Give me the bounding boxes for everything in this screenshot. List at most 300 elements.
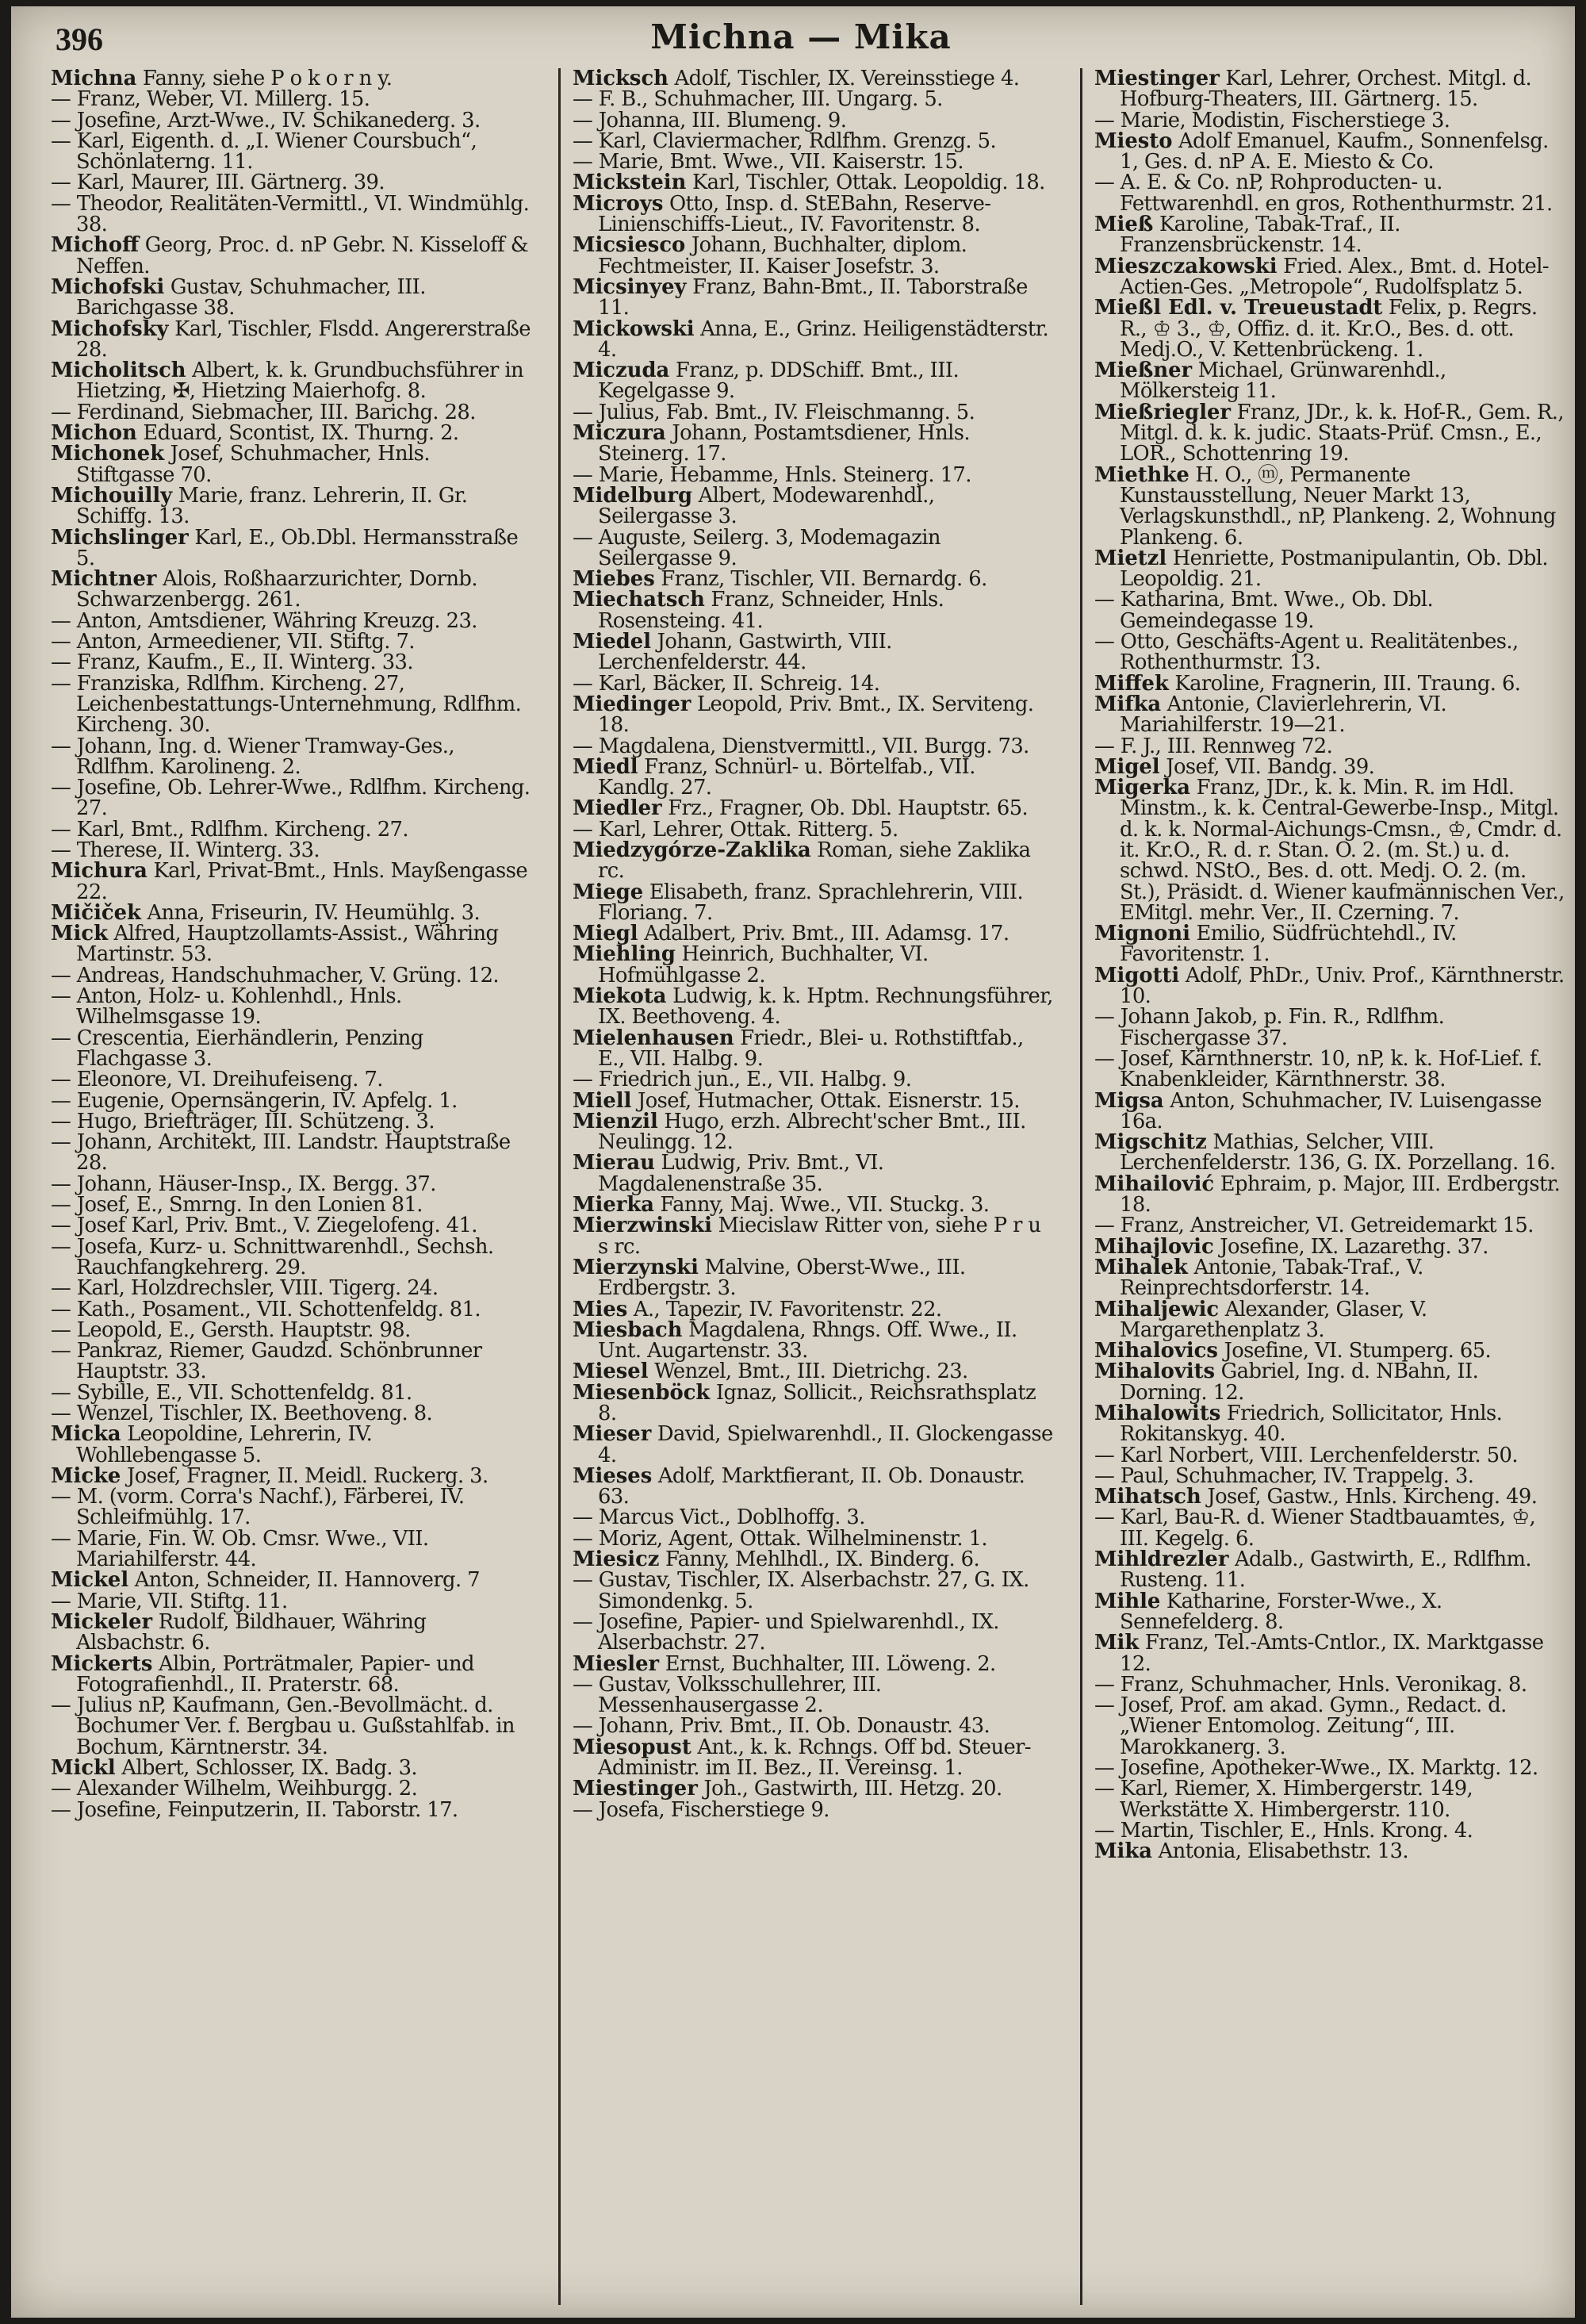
entry-text: — Marie, VII. Stiftg. 11.	[51, 1589, 288, 1613]
directory-entry	[1094, 736, 1570, 757]
page-header	[56, 17, 1546, 73]
entry-surname: Miesel	[573, 1360, 649, 1384]
entry-surname: Micka	[51, 1422, 121, 1447]
directory-entry	[51, 1174, 533, 1195]
directory-entry	[573, 1215, 1055, 1257]
entry-surname: Michofski	[51, 274, 165, 299]
entry-text: Josef, Gastw., Hnls. Kircheng. 49.	[1201, 1485, 1538, 1509]
entry-text: Franz, Tischler, VII. Bernardg. 6.	[654, 567, 987, 592]
directory-entry	[1094, 777, 1570, 923]
entry-text: — Pankraz, Riemer, Gaudzd. Schönbrunner Hauptstr. 33.	[51, 1339, 482, 1384]
entry-surname: Mießriegler	[1094, 400, 1232, 424]
directory-entry	[51, 1756, 533, 1781]
entry-text: — Josef Karl, Priv. Bmt., V. Ziegelofeng. 41.	[51, 1214, 477, 1238]
page-number: 396	[56, 21, 103, 57]
entry-surname: Mihatsch	[1094, 1485, 1201, 1509]
entry-surname: Miethke	[1094, 462, 1190, 487]
entry-text: Josef, Fragner, II. Meidl. Ruckerg. 3.	[121, 1463, 488, 1488]
directory-entry	[51, 274, 533, 320]
directory-entry	[1094, 402, 1570, 465]
entry-surname: Michonek	[51, 442, 165, 466]
entry-text: Fanny, siehe P o k o r n y.	[136, 68, 393, 90]
entry-text: — Josef, E., Smrng. In den Lonien 81.	[51, 1193, 423, 1218]
entry-surname: Mießl Edl. v. Treueustadt	[1094, 296, 1383, 320]
directory-entry	[51, 316, 533, 362]
entry-text: Gustav, Schuhmacher, III. Barichgasse 38.	[76, 274, 426, 320]
directory-entry	[51, 1340, 533, 1383]
entry-text: — Alexander Wilhelm, Weihburgg. 2.	[51, 1777, 418, 1801]
entry-text: Albert, k. k. Grundbuchsführer in Hietzing, ✠, Hietzing Maierhofg. 8.	[76, 359, 524, 404]
entry-text: — Franz, Schuhmacher, Hnls. Veronikag. 8.	[1094, 1672, 1527, 1697]
directory-entry	[573, 1088, 1055, 1113]
entry-text: Karoline, Tabak-Traf., II. Franzensbrückenstr. 14.	[1120, 213, 1400, 258]
directory-entry	[573, 191, 1055, 237]
entry-text: Josef, VII. Bandg. 39.	[1159, 754, 1375, 779]
entry-text: Karoline, Fragnerin, III. Traung. 6.	[1168, 671, 1521, 696]
entry-surname: Migotti	[1094, 963, 1180, 988]
directory-entry	[1094, 68, 1570, 110]
entry-text: — Anton, Armeediener, VII. Stiftg. 7.	[51, 630, 415, 654]
directory-entry	[573, 316, 1055, 362]
entry-text: — Anton, Holz- u. Kohlenhdl., Hnls. Wilhelmsgasse 19.	[51, 984, 402, 1030]
entry-surname: Mickeler	[51, 1609, 153, 1634]
directory-entry	[1094, 1591, 1570, 1633]
directory-entry	[573, 1424, 1055, 1466]
entry-surname: Mießner	[1094, 359, 1193, 383]
entry-text: — Marie, Fin. W. Ob. Cmsr. Wwe., VII. Mariahilferstr. 44.	[51, 1526, 429, 1572]
entry-text: Anton, Schneider, II. Hannoverg. 7	[128, 1568, 480, 1593]
entry-text: Henriette, Postmanipulantin, Ob. Dbl. Leopoldig. 21.	[1120, 546, 1549, 592]
directory-entry	[51, 1111, 533, 1132]
entry-text: Leopoldine, Lehrerin, IV. Wohllebengasse 5.	[76, 1422, 373, 1467]
directory-entry	[573, 1714, 1055, 1739]
entry-text: — Josef, Kärnthnerstr. 10, nP, k. k. Hof-Lief. f. Knabenkleider, Kärnthnerstr. 38.	[1094, 1046, 1542, 1092]
entry-text: — Johann Jakob, p. Fin. R., Rdlfhm. Fischergasse 37.	[1094, 1005, 1445, 1050]
entry-text: Adolf, Marktfierant, II. Ob. Donaustr. 63.	[598, 1463, 1025, 1509]
directory-entry	[573, 1570, 1055, 1612]
entry-text: — Karl, Lehrer, Ottak. Ritterg. 5.	[573, 817, 898, 842]
entry-text: — Johann, Häuser-Insp., IX. Bergg. 37.	[51, 1172, 436, 1196]
entry-text: — Karl, Riemer, X. Himbergerstr. 149, Werkstätte X. Himbergerstr. 110.	[1094, 1777, 1473, 1822]
entry-surname: Michouilly	[51, 483, 173, 508]
directory-entry	[1094, 694, 1570, 736]
directory-entry	[1094, 1361, 1570, 1403]
directory-entry	[51, 68, 533, 89]
directory-entry	[51, 1591, 533, 1612]
entry-surname: Micsiesco	[573, 233, 686, 258]
entry-text: Frz., Fragner, Ob. Dbl. Hauptstr. 65.	[661, 796, 1029, 821]
entry-text: Roman, siehe Zaklika rc.	[598, 838, 1031, 884]
entry-surname: Mihaljewic	[1094, 1297, 1220, 1321]
directory-entry	[573, 462, 1055, 487]
directory-entry	[51, 900, 533, 925]
directory-entry	[1094, 754, 1570, 779]
entry-text: Alexander, Glaser, V. Margarethenplatz 3.	[1120, 1297, 1427, 1342]
entry-surname: Mickl	[51, 1756, 116, 1781]
entry-text: — Leopold, E., Gersth. Hauptstr. 98.	[51, 1317, 411, 1342]
directory-entry	[573, 754, 1055, 800]
entry-text: Franz, Schnürl- u. Börtelfab., VII. Kandlg. 27.	[598, 754, 975, 800]
directory-entry	[573, 1549, 1055, 1570]
column-1	[51, 68, 533, 2305]
directory-entry	[1094, 673, 1570, 694]
directory-entry	[1094, 1174, 1570, 1216]
entry-text: Otto, Insp. d. StEBahn, Reserve-Linienschiffs-Lieut., IV. Favoritenstr. 8.	[598, 191, 991, 237]
entry-text: Miecislaw Ritter von, siehe P r u s rc.	[598, 1214, 1041, 1259]
directory-entry	[51, 1609, 533, 1655]
entry-text: Joh., Gastwirth, III. Hetzg. 20.	[697, 1777, 1002, 1801]
entry-text: — Karl, Bäcker, II. Schreig. 14.	[573, 671, 880, 696]
directory-entry	[51, 402, 533, 423]
entry-surname: Miesenböck	[573, 1380, 711, 1405]
entry-text: Ludwig, k. k. Hptm. Rechnungsführer, IX. Beethoveng. 4.	[598, 984, 1053, 1030]
entry-text: Adalbert, Priv. Bmt., III. Adamsg. 17.	[638, 922, 1009, 946]
entry-text: Eduard, Scontist, IX. Thurng. 2.	[136, 421, 459, 446]
directory-entry	[51, 986, 533, 1028]
entry-surname: Miedinger	[573, 692, 691, 716]
directory-entry	[573, 673, 1055, 694]
entry-text: — Crescentia, Eierhändlerin, Penzing Flachgasse 3.	[51, 1026, 423, 1071]
entry-surname: Mihalowits	[1094, 1402, 1221, 1425]
directory-entry	[1094, 1632, 1570, 1674]
directory-entry	[1094, 631, 1570, 673]
running-head: Michna — Mika	[650, 17, 952, 56]
directory-entry	[51, 110, 533, 131]
entry-surname: Miebes	[573, 567, 655, 592]
entry-surname: Migerka	[1094, 776, 1190, 800]
entry-text: — Hugo, Briefträger, III. Schützeng. 3.	[51, 1109, 435, 1133]
entry-text: Wenzel, Bmt., III. Dietrichg. 23.	[648, 1360, 968, 1384]
entry-text: Ant., k. k. Rchngs. Off bd. Steuer-Administr. im II. Bez., II. Vereinsg. 1.	[598, 1735, 1031, 1781]
entry-text: Felix, p. Regrs. R., ♔ 3., ♔, Offiz. d. it. Kr.O., Bes. d. ott. Medj.O., V. Kettenbrückeng. 1.	[1120, 296, 1538, 362]
entry-text: Emilio, Südfrüchtehdl., IV. Favoritenstr. 1.	[1120, 922, 1457, 967]
entry-surname: Migel	[1094, 754, 1160, 779]
directory-entry	[573, 274, 1055, 320]
column-3	[1094, 68, 1570, 2305]
entry-text: Franz, Schneider, Hnls. Rosensteing. 41.	[598, 588, 944, 633]
entry-surname: Migschitz	[1094, 1130, 1207, 1155]
directory-entry	[51, 1028, 533, 1070]
directory-entry	[573, 1651, 1055, 1676]
directory-entry	[573, 840, 1055, 882]
entry-text: Johann, Postamtsdiener, Hnls. Steinerg. 17.	[598, 421, 970, 466]
directory-entry	[573, 1299, 1055, 1320]
directory-entry	[573, 1028, 1055, 1070]
entry-surname: Miell	[573, 1088, 632, 1113]
entry-surname: Mihalovics	[1094, 1339, 1218, 1363]
directory-entry	[51, 527, 533, 569]
directory-entry	[51, 1299, 533, 1320]
directory-entry	[51, 235, 533, 277]
entry-text: David, Spielwarenhdl., II. Glockengasse 4.	[598, 1422, 1053, 1467]
entry-text: — Paul, Schuhmacher, IV. Trappelg. 3.	[1094, 1463, 1474, 1488]
directory-entry	[573, 1361, 1055, 1382]
directory-entry	[1094, 589, 1570, 631]
entry-surname: Michofsky	[51, 316, 169, 341]
directory-entry	[51, 1403, 533, 1424]
directory-entry	[573, 1069, 1055, 1090]
entry-text: Albert, Schlosser, IX. Badg. 3.	[115, 1756, 417, 1781]
entry-text: — Moriz, Agent, Ottak. Wilhelminenstr. 1.	[573, 1526, 988, 1551]
entry-text: — Kath., Posament., VII. Schottenfeldg. 81.	[51, 1297, 481, 1321]
entry-surname: Miedzygórze-Zaklika	[573, 838, 811, 862]
entry-surname: Michna	[51, 68, 137, 90]
entry-text: — Josefine, Feinputzerin, II. Taborstr. 17.	[51, 1797, 458, 1822]
directory-entry	[51, 1424, 533, 1466]
directory-page	[11, 6, 1575, 2318]
entry-text: — Anton, Amtsdiener, Währing Kreuzg. 23.	[51, 608, 477, 633]
entry-text: — Josefa, Fischerstiege 9.	[573, 1797, 829, 1822]
directory-entry	[1094, 1132, 1570, 1174]
entry-text: Magdalena, Rhngs. Off. Wwe., II. Unt. Augartenstr. 33.	[598, 1317, 1017, 1363]
entry-surname: Miedl	[573, 754, 638, 779]
directory-entry	[51, 1528, 533, 1570]
directory-entry	[1094, 110, 1570, 131]
entry-surname: Mick	[51, 922, 108, 946]
entry-surname: Miffek	[1094, 671, 1169, 696]
directory-entry	[51, 1486, 533, 1528]
entry-surname: Miczura	[573, 421, 666, 446]
directory-entry	[51, 1568, 533, 1593]
entry-text: — Karl, Maurer, III. Gärtnerg. 39.	[51, 171, 385, 195]
entry-text: — F. B., Schuhmacher, III. Ungarg. 5.	[573, 87, 943, 112]
entry-surname: Mieszczakowski	[1094, 254, 1278, 278]
directory-entry	[51, 1463, 533, 1488]
entry-surname: Mičiček	[51, 900, 141, 925]
directory-entry	[1094, 1549, 1570, 1591]
directory-entry	[51, 128, 533, 174]
entry-surname: Michon	[51, 421, 137, 446]
directory-entry	[51, 1234, 533, 1279]
entry-surname: Micke	[51, 1463, 121, 1488]
entry-surname: Mieses	[573, 1463, 653, 1488]
directory-entry	[51, 1069, 533, 1090]
entry-text: — A. E. & Co. nP, Rohproducten- u. Fettwarenhdl. en gros, Rothenthurmstr. 21.	[1094, 171, 1553, 216]
entry-text: Leopold, Priv. Bmt., IX. Serviteng. 18.	[598, 692, 1034, 738]
directory-entry	[573, 485, 1055, 527]
entry-text: Antonia, Elisabethstr. 13.	[1151, 1839, 1408, 1864]
directory-entry	[573, 1463, 1055, 1509]
directory-entry	[51, 840, 533, 861]
entry-surname: Mihajlovic	[1094, 1234, 1214, 1259]
entry-text: — Josefine, Arzt-Wwe., IV. Schikanederg. 3.	[51, 108, 481, 132]
entry-surname: Miege	[573, 880, 644, 904]
directory-entry	[573, 986, 1055, 1028]
entry-text: Friedr., Blei- u. Rothstiftfab., E., VII. Halbg. 9.	[598, 1026, 1024, 1071]
entry-text: Josefine, IX. Lazarethg. 37.	[1213, 1234, 1488, 1259]
directory-entry	[1094, 1340, 1570, 1361]
directory-entry	[1094, 1756, 1570, 1781]
entry-surname: Mihalek	[1094, 1255, 1188, 1279]
entry-text: — Franz, Weber, VI. Millerg. 15.	[51, 87, 370, 112]
entry-text: — Josefine, Apotheker-Wwe., IX. Marktg. 12.	[1094, 1756, 1538, 1781]
entry-text: — Eugenie, Opernsängerin, IV. Apfelg. 1.	[51, 1088, 458, 1113]
entry-surname: Mierzwinski	[573, 1214, 712, 1238]
directory-entry	[573, 235, 1055, 277]
directory-entry	[573, 923, 1055, 944]
directory-entry	[51, 360, 533, 402]
directory-entry	[51, 1695, 533, 1758]
directory-entry	[51, 1380, 533, 1405]
entry-text: Heinrich, Buchhalter, VI. Hofmühlgasse 2.	[598, 942, 929, 988]
directory-entry	[51, 652, 533, 673]
entry-text: Karl, Privat-Bmt., Hnls. Mayßengasse 22.	[76, 859, 528, 904]
entry-surname: Miestinger	[1094, 68, 1220, 90]
directory-entry	[573, 527, 1055, 569]
entry-text: H. O., ⓜ, Permanente Kunstausstellung, Neuer Markt 13, Verlagskunsthdl., nP, Plankeng. 2, Wohnung Plankeng. 6.	[1120, 462, 1556, 550]
entry-surname: Mienzil	[573, 1109, 658, 1133]
entry-text: — Sybille, E., VII. Schottenfeldg. 81.	[51, 1380, 412, 1405]
entry-surname: Mietzl	[1094, 546, 1167, 570]
entry-text: — Julius nP, Kaufmann, Gen.-Bevollmächt. d. Bochumer Ver. f. Bergbau u. Gußstahlfab. in Bochum, Kärntnerstr. 34.	[51, 1693, 515, 1759]
entry-text: Ignaz, Sollicit., Reichsrathsplatz 8.	[598, 1380, 1036, 1425]
entry-surname: Mieser	[573, 1422, 652, 1447]
entry-text: — Josef, Prof. am akad. Gymn., Redact. d. „Wiener Entomolog. Zeitung“, III. Marokkanerg. 3.	[1094, 1693, 1507, 1759]
entry-text: — Franz, Kaufm., E., II. Winterg. 33.	[51, 650, 413, 675]
entry-surname: Micksch	[573, 68, 668, 90]
entry-text: — Johann, Priv. Bmt., II. Ob. Donaustr. 43.	[573, 1714, 990, 1739]
directory-entry	[51, 1193, 533, 1218]
directory-entry	[51, 421, 533, 446]
entry-surname: Mickowski	[573, 316, 695, 341]
directory-entry	[573, 736, 1055, 757]
directory-entry	[51, 569, 533, 611]
columns	[43, 68, 1565, 2305]
entry-text: — Magdalena, Dienstvermittl., VII. Burgg. 73.	[573, 734, 1029, 758]
entry-text: — Marie, Modistin, Fischerstiege 3.	[1094, 108, 1450, 132]
entry-text: Gabriel, Ing. d. NBahn, II. Dorning. 12.	[1120, 1360, 1479, 1405]
directory-entry	[1094, 256, 1570, 298]
entry-surname: Mifka	[1094, 692, 1162, 716]
directory-entry	[573, 1528, 1055, 1549]
directory-entry	[573, 110, 1055, 131]
directory-entry	[573, 1507, 1055, 1528]
directory-entry	[573, 798, 1055, 819]
entry-text: — Marie, Bmt. Wwe., VII. Kaiserstr. 15.	[573, 150, 963, 174]
entry-text: — Karl Norbert, VIII. Lerchenfelderstr. 50.	[1094, 1443, 1518, 1467]
entry-text: Karl, Tischler, Flsdd. Angererstraße 28.	[76, 316, 531, 362]
directory-entry	[573, 1737, 1055, 1779]
entry-text: — Marcus Vict., Doblhoffg. 3.	[573, 1505, 865, 1530]
entry-text: Adalb., Gastwirth, E., Rdlfhm. Rusteng. 11.	[1120, 1547, 1531, 1593]
entry-surname: Miedel	[573, 630, 652, 654]
directory-entry	[1094, 1088, 1570, 1133]
directory-entry	[51, 87, 533, 112]
entry-text: Antonie, Clavierlehrerin, VI. Mariahilferstr. 19—21.	[1120, 692, 1447, 738]
entry-text: Michael, Grünwarenhdl., Mölkersteig 11.	[1120, 359, 1446, 404]
entry-text: A., Tapezir, IV. Favoritenstr. 22.	[627, 1297, 942, 1321]
entry-text: Karl, E., Ob.Dbl. Hermansstraße 5.	[76, 525, 519, 570]
entry-text: Elisabeth, franz. Sprachlehrerin, VIII. Floriang. 7.	[598, 880, 1024, 925]
entry-surname: Mierau	[573, 1151, 655, 1175]
entry-text: Rudolf, Bildhauer, Währing Alsbachstr. 6.	[76, 1609, 427, 1655]
entry-text: Fanny, Mehlhdl., IX. Binderg. 6.	[659, 1547, 980, 1572]
directory-entry	[1094, 128, 1570, 174]
directory-entry	[573, 589, 1055, 631]
directory-entry	[1094, 297, 1570, 360]
directory-entry	[1094, 1445, 1570, 1466]
directory-entry	[1094, 1674, 1570, 1695]
directory-entry	[573, 402, 1055, 423]
entry-text: — Karl, Bau-R. d. Wiener Stadtbauamtes, ♔, III. Kegelg. 6.	[1094, 1505, 1536, 1551]
entry-text: — Otto, Geschäfts-Agent u. Realitätenbes., Rothenthurmstr. 13.	[1094, 630, 1519, 675]
entry-surname: Mickel	[51, 1568, 129, 1593]
directory-entry	[51, 777, 533, 819]
directory-entry	[1094, 1486, 1570, 1507]
entry-text: Alfred, Hauptzollamts-Assist., Währing Martinstr. 53.	[76, 922, 499, 967]
directory-entry	[1094, 1820, 1570, 1841]
directory-entry	[573, 172, 1055, 193]
directory-entry	[573, 360, 1055, 402]
directory-entry	[51, 191, 533, 237]
entry-text: Anton, Schuhmacher, IV. Luisengasse 16a.	[1120, 1088, 1542, 1133]
directory-entry	[1094, 1299, 1570, 1341]
directory-entry	[1094, 1403, 1570, 1445]
directory-entry	[51, 736, 533, 778]
entry-text: Franz, Bahn-Bmt., II. Taborstraße 11.	[598, 274, 1028, 320]
entry-text: Albin, Porträtmaler, Papier- und Fotografienhdl., II. Praterstr. 68.	[76, 1651, 474, 1697]
entry-text: Anna, E., Grinz. Heiligenstädterstr. 4.	[598, 316, 1049, 362]
entry-text: — Josefine, Papier- und Spielwarenhdl., IX. Alserbachstr. 27.	[573, 1609, 999, 1655]
directory-entry	[1094, 1695, 1570, 1758]
directory-entry	[573, 128, 1055, 153]
directory-entry	[51, 1317, 533, 1342]
directory-entry	[573, 1380, 1055, 1425]
entry-surname: Mihldrezler	[1094, 1547, 1229, 1572]
entry-surname: Michura	[51, 859, 147, 884]
entry-surname: Mieß	[1094, 213, 1154, 237]
entry-text: — Katharina, Bmt. Wwe., Ob. Dbl. Gemeindegasse 19.	[1094, 588, 1434, 633]
entry-text: Albert, Modewarenhdl., Seilergasse 3.	[598, 483, 935, 529]
directory-entry	[573, 944, 1055, 986]
directory-entry	[51, 485, 533, 527]
entry-surname: Miczuda	[573, 359, 670, 383]
entry-text: Franz, JDr., k. k. Hof-R., Gem. R., Mitgl. d. k. k. judic. Staats-Prüf. Cmsn., E., LOR., Schottenring 19.	[1120, 400, 1564, 466]
entry-surname: Micholitsch	[51, 359, 186, 383]
directory-entry	[51, 673, 533, 736]
entry-text: — Marie, Hebamme, Hnls. Steinerg. 17.	[573, 462, 971, 487]
directory-entry	[51, 1778, 533, 1799]
entry-surname: Mihle	[1094, 1589, 1161, 1613]
directory-entry	[1094, 548, 1570, 590]
directory-entry	[573, 1152, 1055, 1195]
directory-entry	[573, 631, 1055, 673]
directory-entry	[573, 1317, 1055, 1363]
entry-surname: Midelburg	[573, 483, 693, 508]
entry-surname: Miekota	[573, 984, 667, 1009]
entry-text: — F. J., III. Rennweg 72.	[1094, 734, 1333, 758]
directory-entry	[573, 1257, 1055, 1299]
entry-surname: Mihailović	[1094, 1172, 1215, 1196]
directory-entry	[1094, 172, 1570, 214]
entry-text: Franz, Tel.-Amts-Cntlor., IX. Marktgasse 12.	[1120, 1631, 1544, 1676]
entry-text: — Karl, Eigenth. d. „I. Wiener Coursbuch“, Schönlaterng. 11.	[51, 128, 477, 174]
entry-surname: Mignoni	[1094, 922, 1190, 946]
directory-entry	[1094, 965, 1570, 1007]
entry-surname: Michoff	[51, 233, 140, 258]
directory-entry	[573, 694, 1055, 736]
directory-entry	[1094, 1257, 1570, 1299]
directory-entry	[1094, 1463, 1570, 1488]
entry-text: — Gustav, Volksschullehrer, III. Messenhausergasse 2.	[573, 1672, 882, 1718]
entry-surname: Miesler	[573, 1651, 660, 1676]
directory-entry	[573, 1609, 1055, 1655]
entry-text: Malvine, Oberst-Wwe., III. Erdbergstr. 3.	[598, 1255, 966, 1301]
entry-text: — Therese, II. Winterg. 33.	[51, 838, 320, 862]
directory-entry	[1094, 1007, 1570, 1049]
entry-text: — Wenzel, Tischler, IX. Beethoveng. 8.	[51, 1402, 433, 1425]
entry-text: Friedrich, Sollicitator, Hnls. Rokitanskyg. 40.	[1120, 1402, 1503, 1447]
